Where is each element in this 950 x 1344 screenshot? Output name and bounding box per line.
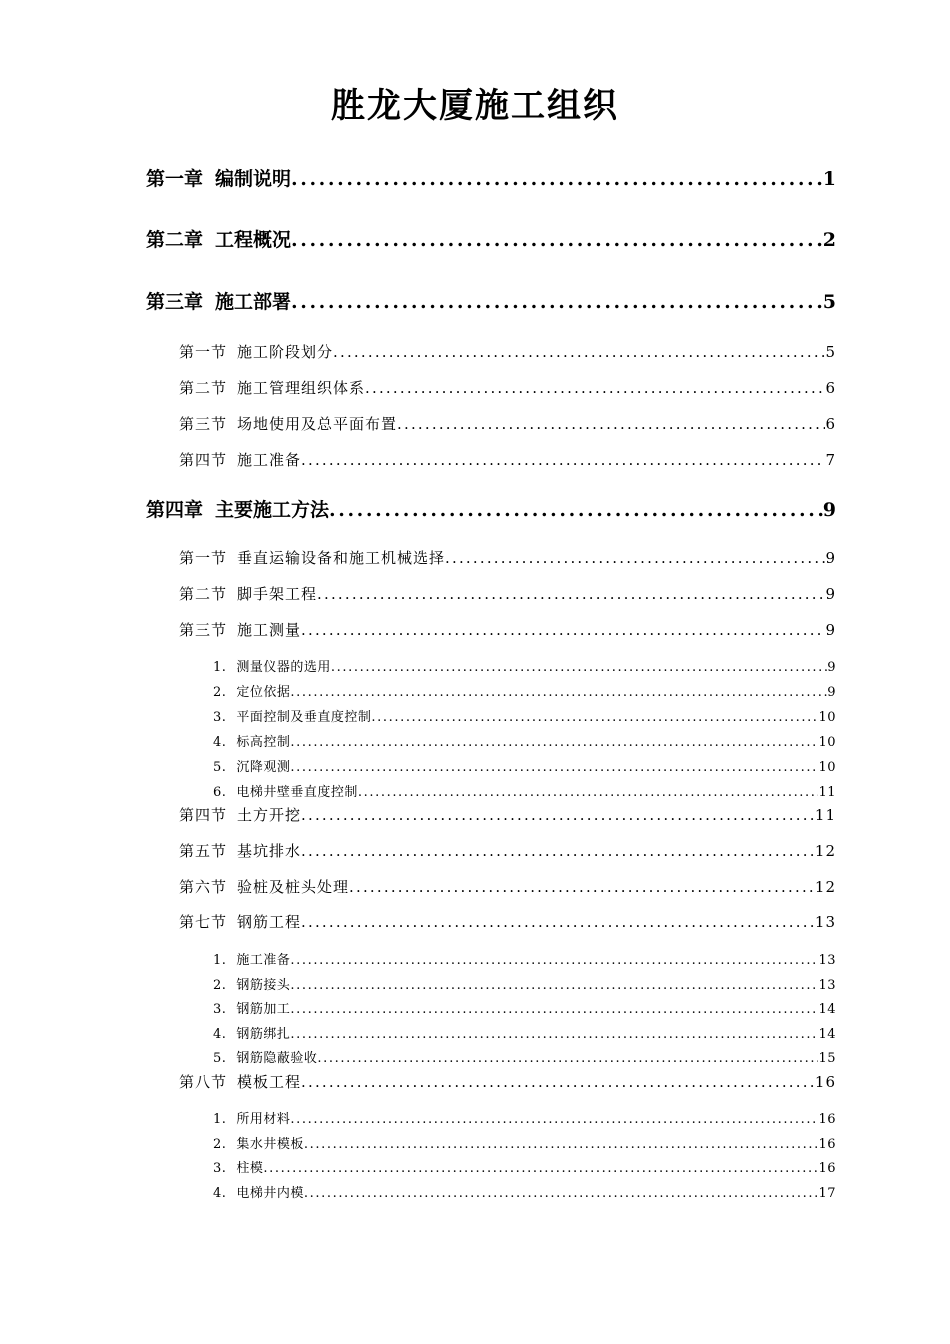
toc-text: 土方开挖 [237,806,302,824]
toc-prefix: 第八节 [179,1073,228,1091]
toc-prefix: 1. [213,660,227,675]
toc-page-number: 9 [825,549,836,567]
toc-page-number: 1 [822,168,836,190]
toc-text: 沉降观测 [236,760,291,775]
toc-text: 主要施工方法 [215,499,330,521]
toc-text: 基坑排水 [237,842,302,860]
toc-page-number: 9 [827,685,836,700]
toc-page-number: 11 [814,806,836,824]
toc-text: 编制说明 [215,168,292,190]
toc-text: 模板工程 [237,1073,302,1091]
toc-text: 垂直运输设备和施工机械选择 [237,549,446,567]
toc-text: 电梯井内模 [236,1186,304,1201]
toc-text: 钢筋接头 [236,978,291,993]
dot-leader [290,978,818,993]
toc-prefix: 4. [213,1186,227,1201]
toc-page-number: 16 [818,1161,836,1176]
toc-text: 钢筋隐蔽验收 [236,1051,318,1066]
toc-subsection[interactable] [213,949,836,969]
toc-prefix: 第四章 [146,499,204,521]
toc-page-number: 10 [818,760,836,775]
toc-page-number: 9 [827,660,836,675]
toc-section[interactable] [179,377,836,401]
toc-prefix: 第一章 [146,168,204,190]
toc-page-number: 10 [818,735,836,750]
toc-text: 平面控制及垂直度控制 [236,710,372,725]
toc-subsection[interactable] [213,1157,836,1177]
dot-leader [304,1186,819,1201]
toc-page-number: 10 [818,710,836,725]
toc-prefix: 3. [213,1002,227,1017]
dot-leader [333,343,825,361]
toc-page-number: 16 [814,1073,836,1091]
toc-page-number: 16 [818,1137,836,1152]
toc-prefix: 第二节 [179,379,228,397]
toc-prefix: 第二节 [179,585,228,603]
toc-section[interactable] [179,804,836,828]
dot-leader [290,685,827,700]
toc-section[interactable] [179,449,836,473]
dot-leader [301,842,815,860]
toc-text: 验桩及桩头处理 [237,878,350,896]
toc-page-number: 5 [822,291,836,313]
dot-leader [290,760,818,775]
dot-leader [301,451,825,469]
dot-leader [365,379,825,397]
toc-prefix: 第七节 [179,913,228,931]
toc-text: 定位依据 [236,685,291,700]
toc-text: 施工准备 [236,953,291,968]
toc-prefix: 3. [213,1161,227,1176]
toc-page-number: 12 [814,842,836,860]
toc-section[interactable] [179,583,836,607]
toc-page-number: 17 [818,1186,836,1201]
toc-prefix: 第一节 [179,343,228,361]
toc-section[interactable] [179,876,836,900]
toc-text: 所用材料 [236,1112,291,1127]
toc-subsection[interactable] [213,681,836,701]
toc-section[interactable] [179,619,836,643]
toc-subsection[interactable] [213,731,836,751]
toc-prefix: 3. [213,710,227,725]
dot-leader [301,913,815,931]
document-title: 胜龙大厦施工组织 [331,86,619,126]
toc-subsection[interactable] [213,1023,836,1043]
toc-page-number: 2 [822,229,836,251]
toc-section[interactable] [179,413,836,437]
dot-leader [290,1027,818,1042]
dot-leader [290,735,818,750]
dot-leader [329,499,823,521]
dot-leader [291,229,823,251]
toc-section[interactable] [179,1071,836,1095]
toc-page-number: 9 [825,621,836,639]
toc-prefix: 第一节 [179,549,228,567]
toc-subsection[interactable] [213,1047,836,1067]
dot-leader [290,953,818,968]
toc-subsection[interactable] [213,706,836,726]
toc-page-number: 5 [825,343,836,361]
toc-prefix: 4. [213,735,227,750]
toc-prefix: 4. [213,1027,227,1042]
toc-subsection[interactable] [213,1133,836,1153]
dot-leader [317,585,825,603]
dot-leader [290,1112,818,1127]
toc-text: 施工准备 [237,451,302,469]
dot-leader [349,878,815,896]
toc-text: 施工测量 [237,621,302,639]
dot-leader [317,1051,818,1066]
toc-subsection[interactable] [213,781,836,801]
toc-section[interactable] [179,840,836,864]
toc-page-number: 13 [818,953,836,968]
toc-chapter-2[interactable] [146,225,836,255]
toc-prefix: 第四节 [179,451,228,469]
toc-page-number: 15 [818,1051,836,1066]
toc-prefix: 第六节 [179,878,228,896]
toc-text: 钢筋工程 [237,913,302,931]
toc-prefix: 1. [213,1112,227,1127]
toc-prefix: 第三节 [179,621,228,639]
dot-leader [358,785,819,800]
toc-prefix: 5. [213,1051,227,1066]
toc-prefix: 2. [213,978,227,993]
toc-text: 施工部署 [215,291,292,313]
toc-section[interactable] [179,341,836,365]
toc-section[interactable] [179,547,836,571]
toc-subsection[interactable] [213,1108,836,1128]
toc-chapter-4[interactable] [146,495,836,525]
toc-text: 标高控制 [236,735,291,750]
toc-page-number: 6 [825,379,836,397]
toc-text: 钢筋绑扎 [236,1027,291,1042]
toc-chapter-3[interactable] [146,287,836,317]
toc-text: 施工阶段划分 [237,343,334,361]
toc-text: 电梯井壁垂直度控制 [236,785,358,800]
dot-leader [291,291,823,313]
toc-prefix: 第三节 [179,415,228,433]
toc-page-number: 16 [818,1112,836,1127]
toc-text: 柱模 [236,1161,264,1176]
toc-prefix: 1. [213,953,227,968]
dot-leader [263,1161,818,1176]
toc-page-number: 13 [814,913,836,931]
toc-subsection[interactable] [213,656,836,676]
dot-leader [301,621,825,639]
dot-leader [290,1002,818,1017]
dot-leader [331,660,827,675]
toc-chapter-1[interactable] [146,164,836,194]
toc-prefix: 第五节 [179,842,228,860]
toc-prefix: 2. [213,1137,227,1152]
toc-text: 钢筋加工 [236,1002,291,1017]
toc-page-number: 6 [825,415,836,433]
toc-text: 工程概况 [215,229,292,251]
toc-prefix: 第三章 [146,291,204,313]
toc-prefix: 第四节 [179,806,228,824]
dot-leader [291,168,823,190]
toc-page-number: 7 [825,451,836,469]
toc-text: 脚手架工程 [237,585,318,603]
toc-subsection[interactable] [213,1182,836,1202]
toc-subsection[interactable] [213,974,836,994]
dot-leader [301,1073,815,1091]
toc-text: 集水井模板 [236,1137,304,1152]
toc-subsection[interactable] [213,998,836,1018]
toc-page-number: 11 [818,785,836,800]
toc-text: 施工管理组织体系 [237,379,366,397]
dot-leader [397,415,825,433]
dot-leader [371,710,818,725]
dot-leader [301,806,815,824]
toc-page-number: 12 [814,878,836,896]
toc-subsection[interactable] [213,756,836,776]
toc-page-number: 9 [822,499,836,521]
toc-page-number: 9 [825,585,836,603]
toc-text: 测量仪器的选用 [236,660,331,675]
toc-prefix: 2. [213,685,227,700]
toc-section[interactable] [179,911,836,935]
toc-page-number: 14 [818,1027,836,1042]
toc-page-number: 14 [818,1002,836,1017]
dot-leader [445,549,825,567]
toc-prefix: 第二章 [146,229,204,251]
toc-text: 场地使用及总平面布置 [237,415,398,433]
toc-page-number: 13 [818,978,836,993]
toc-prefix: 6. [213,785,227,800]
toc-prefix: 5. [213,760,227,775]
dot-leader [304,1137,819,1152]
